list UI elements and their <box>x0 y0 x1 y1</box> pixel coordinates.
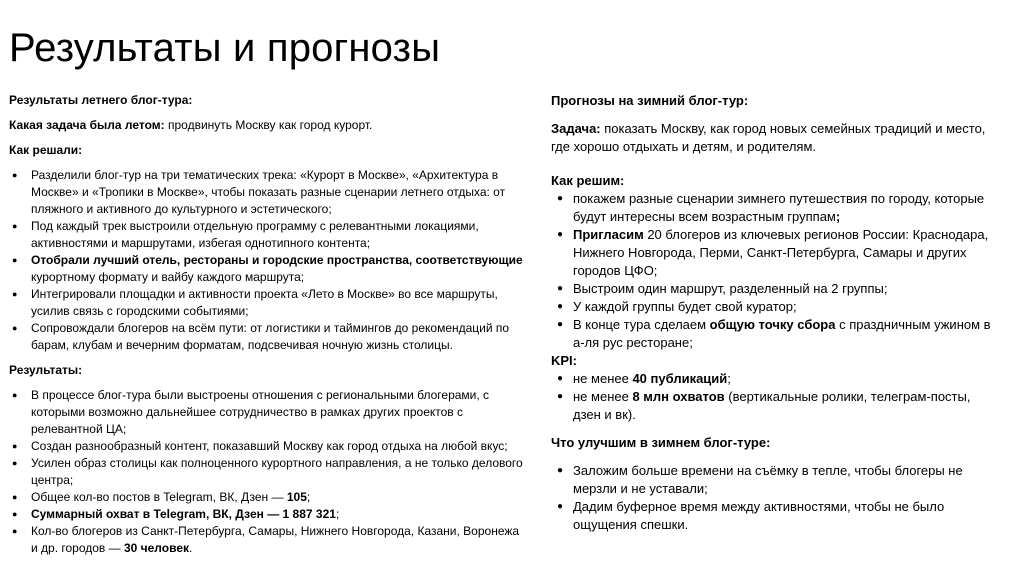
kpi-list <box>551 370 991 424</box>
posts-value: 105 <box>286 490 307 504</box>
list-item: ● Усилен образ столицы как полноценного курортного направления, а не только делового центра; <box>9 455 529 489</box>
item-text: ; <box>727 371 731 386</box>
item-bold: Пригласим <box>573 227 644 242</box>
summer-results-heading: Результаты летнего блог-тура: <box>9 93 193 107</box>
item-text: (вертикальные ролики, телеграм-посты, дзен и вк). <box>573 389 971 422</box>
list-item <box>551 388 991 424</box>
item-text: покажем разные сценарии зимнего путешествия по городу, которые будут интересны всем возрастным группам <box>573 191 985 224</box>
punct: ; <box>335 507 340 521</box>
page-title: Результаты и прогнозы <box>9 26 441 70</box>
list-item <box>9 489 529 506</box>
item-bold: общую точку сбора <box>709 317 836 332</box>
item-bold: 40 публикаций <box>632 371 728 386</box>
kpi-heading: KPI: <box>551 353 577 368</box>
list-item: ● Создан разнообразный контент, показавший Москву как город отдыха на любой вкус; <box>9 438 529 455</box>
list-item <box>551 190 991 226</box>
list-item-bold: Отобрали лучший отель, рестораны и городские пространства, соответствующие <box>31 253 523 267</box>
list-item: ● У каждой группы будет свой куратор; <box>551 298 991 316</box>
summer-results-column <box>9 92 529 557</box>
bloggers-text: Кол-во блогеров из Санкт-Петербурга, Самары, Нижнего Новгорода, Казани, Воронежа и др. городов — <box>31 524 520 555</box>
list-item: ● Заложим больше времени на съёмку в тепле, чтобы блогеры не мерзли и не уставали; <box>551 462 991 498</box>
reach-text: Суммарный охват в Telegram, ВК, Дзен — 1 887 321 <box>31 507 336 521</box>
item-text: не менее <box>573 371 633 386</box>
list-item-rest: курортному формату и вайбу каждого маршрута; <box>31 270 305 284</box>
item-text: 20 блогеров из ключевых регионов России: Краснодара, Нижнего Новгорода, Перми, Санкт-Петербурга, Самары и других городов ЦФО; <box>573 227 989 278</box>
winter-task-label: Задача: <box>551 121 601 136</box>
list-item <box>551 316 991 352</box>
item-text: В конце тура сделаем <box>573 317 710 332</box>
summer-task <box>9 117 529 134</box>
improve-heading: Что улучшим в зимнем блог-туре: <box>551 435 771 450</box>
list-item: ● Дадим буферное время между активностями, чтобы не было ощущения спешки. <box>551 498 991 534</box>
posts-text: Общее кол-во постов в Telegram, ВК, Дзен — <box>31 490 287 504</box>
punct: ; <box>306 490 311 504</box>
summer-task-label: Какая задача была летом: <box>9 118 165 132</box>
list-item: ● Сопровождали блогеров на всём пути: от логистики и таймингов до рекомендаций по барам, клубам и вечерним форматам, подсвечивая ночную жизнь столицы. <box>9 320 529 354</box>
list-item: ● Под каждый трек выстроили отдельную программу с релевантными локациями, активностями и маршрутами, избегая однотипного контента; <box>9 218 529 252</box>
how-solved-heading: Как решали: <box>9 143 83 157</box>
list-item: ● Интегрировали площадки и активности проекта «Лето в Москве» во все маршруты, усилив связь с городскими событиями; <box>9 286 529 320</box>
winter-forecast-column <box>551 92 991 534</box>
list-item <box>551 226 991 280</box>
list-item <box>9 523 529 557</box>
item-text: не менее <box>573 389 633 404</box>
winter-task <box>551 120 991 156</box>
list-item <box>551 370 991 388</box>
how-will-solve-list <box>551 190 991 352</box>
bloggers-value: 30 человек <box>123 541 189 555</box>
how-solved-list <box>9 167 529 354</box>
punct: . <box>189 541 193 555</box>
item-text: с праздничным ужином в а-ля рус ресторане; <box>573 317 991 350</box>
results-heading: Результаты: <box>9 363 83 377</box>
list-item: ● В процессе блог-тура были выстроены отношения с региональными блогерами, с которыми возможно дальнейшее сотрудничество в рамках других проектов с релевантной ЦА; <box>9 387 529 438</box>
winter-forecast-heading: Прогнозы на зимний блог-тур: <box>551 93 749 108</box>
item-end: ; <box>835 209 841 224</box>
list-item <box>9 252 529 286</box>
item-bold: 8 млн охватов <box>632 389 725 404</box>
how-will-solve-heading: Как решим: <box>551 173 625 188</box>
list-item: ● Разделили блог-тур на три тематических трека: «Курорт в Москве», «Архитектура в Москве» и «Тропики в Москве», чтобы показать разные сценарии летнего отдыха: от пляжного и активного до культурного и эстетического; <box>9 167 529 218</box>
list-item <box>9 506 529 523</box>
winter-task-text: показать Москву, как город новых семейных традиций и место, где хорошо отдыхать и детям, и родителям. <box>551 121 986 154</box>
summer-task-text: продвинуть Москву как город курорт. <box>164 118 373 132</box>
results-list <box>9 387 529 557</box>
improve-list <box>551 462 991 534</box>
list-item: ● Выстроим один маршрут, разделенный на 2 группы; <box>551 280 991 298</box>
